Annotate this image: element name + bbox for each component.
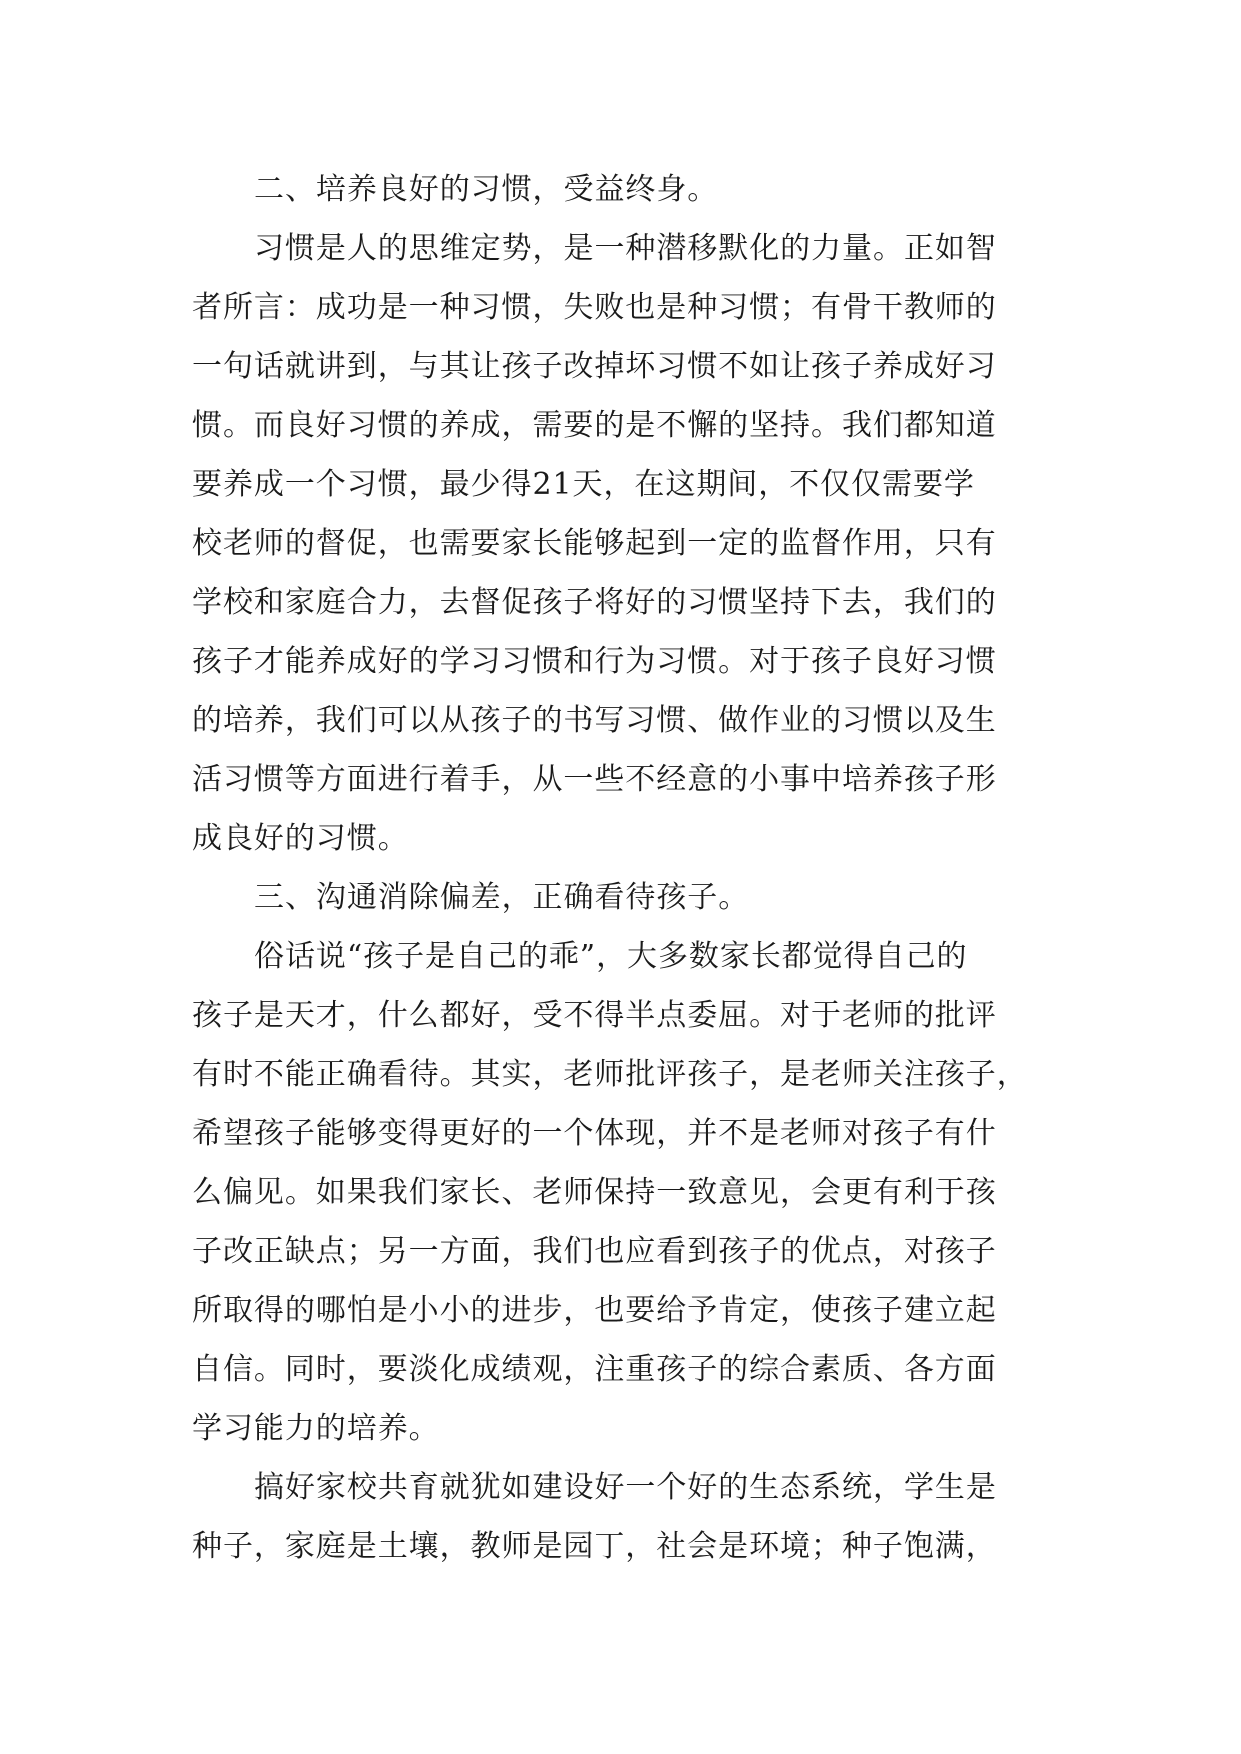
text-line: 二、培养良好的习惯，受益终身。: [254, 172, 719, 207]
text-line: 校老师的督促，也需要家长能够起到一定的监督作用，只有: [192, 526, 997, 561]
text-line: 所取得的哪怕是小小的进步，也要给予肯定，使孩子建立起: [192, 1293, 997, 1328]
text-line: 孩子才能养成好的学习习惯和行为习惯。对于孩子良好习惯: [192, 644, 997, 679]
text-line: 三、沟通消除偏差，正确看待孩子。: [254, 880, 750, 915]
document-body: [192, 160, 1052, 1576]
text-line: 成良好的习惯。: [192, 821, 409, 856]
text-line: 的培养，我们可以从孩子的书写习惯、做作业的习惯以及生: [192, 703, 997, 738]
text-line: 一句话就讲到，与其让孩子改掉坏习惯不如让孩子养成好习: [192, 349, 997, 384]
text-line: 活习惯等方面进行着手，从一些不经意的小事中培养孩子形: [192, 762, 997, 797]
text-line: 有时不能正确看待。其实，老师批评孩子，是老师关注孩子，: [192, 1057, 1028, 1092]
text-line: 种子，家庭是土壤，教师是园丁，社会是环境；种子饱满，: [192, 1529, 997, 1564]
text-line: 学校和家庭合力，去督促孩子将好的习惯坚持下去，我们的: [192, 585, 997, 620]
text-line: 者所言：成功是一种习惯，失败也是种习惯；有骨干教师的: [192, 290, 997, 325]
text-line: 学习能力的培养。: [192, 1411, 440, 1446]
text-line: 孩子是天才，什么都好，受不得半点委屈。对于老师的批评: [192, 998, 997, 1033]
text-line: 习惯是人的思维定势，是一种潜移默化的力量。正如智: [254, 231, 997, 266]
text-line: 么偏见。如果我们家长、老师保持一致意见，会更有利于孩: [192, 1175, 997, 1210]
text-line: 搞好家校共育就犹如建设好一个好的生态系统，学生是: [254, 1470, 997, 1505]
text-line: 子改正缺点；另一方面，我们也应看到孩子的优点，对孩子: [192, 1234, 997, 1269]
text-line: 要养成一个习惯，最少得21天，在这期间，不仅仅需要学: [192, 467, 975, 502]
text-line: 惯。而良好习惯的养成，需要的是不懈的坚持。我们都知道: [192, 408, 997, 443]
text-line: 希望孩子能够变得更好的一个体现，并不是老师对孩子有什: [192, 1116, 997, 1151]
text-line: 俗话说“孩子是自己的乖”，大多数家长都觉得自己的: [254, 939, 968, 974]
text-line: 自信。同时，要淡化成绩观，注重孩子的综合素质、各方面: [192, 1352, 997, 1387]
